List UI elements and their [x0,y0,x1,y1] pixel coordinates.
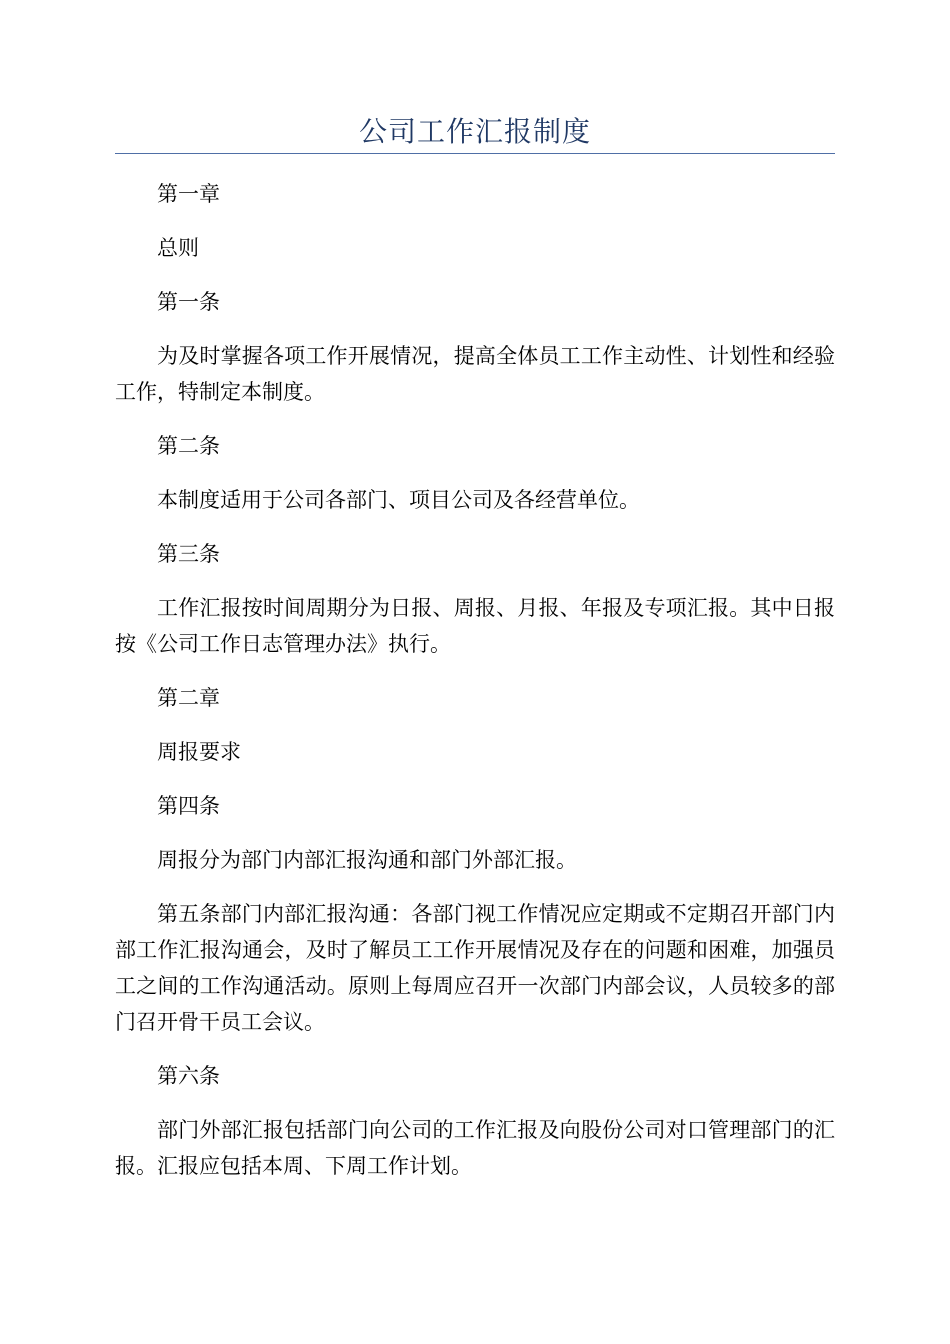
title-underline [115,153,835,154]
article-heading: 第六条 [157,1064,220,1088]
article-text: 工作汇报按时间周期分为日报、周报、月报、年报及专项汇报。其中日报按《公司工作日志管理办法》执行。 [115,596,835,656]
chapter-heading: 第二章 [157,686,220,710]
chapter-title: 周报要求 [157,740,241,764]
article-text: 周报分为部门内部汇报沟通和部门外部汇报。 [157,848,577,872]
article-text: 本制度适用于公司各部门、项目公司及各经营单位。 [157,488,640,512]
article-heading: 第二条 [157,434,220,458]
document-title: 公司工作汇报制度 [358,115,591,148]
article-text: 第五条部门内部汇报沟通：各部门视工作情况应定期或不定期召开部门内部工作汇报沟通会，及时了解员工工作开展情况及存在的问题和困难，加强员工之间的工作沟通活动。原则上每周应召开一次部门内部会议，人员较多的部门召开骨干员工会议。 [115,902,835,1034]
chapter-heading: 第一章 [157,182,220,206]
article-text: 部门外部汇报包括部门向公司的工作汇报及向股份公司对口管理部门的汇报。汇报应包括本周、下周工作计划。 [115,1118,835,1178]
article-heading: 第四条 [157,794,220,818]
article-text: 为及时掌握各项工作开展情况，提高全体员工工作主动性、计划性和经验工作，特制定本制度。 [115,344,835,404]
chapter-title: 总则 [157,236,199,260]
document-body [115,176,835,1202]
article-heading: 第三条 [157,542,220,566]
article-heading: 第一条 [157,290,220,314]
